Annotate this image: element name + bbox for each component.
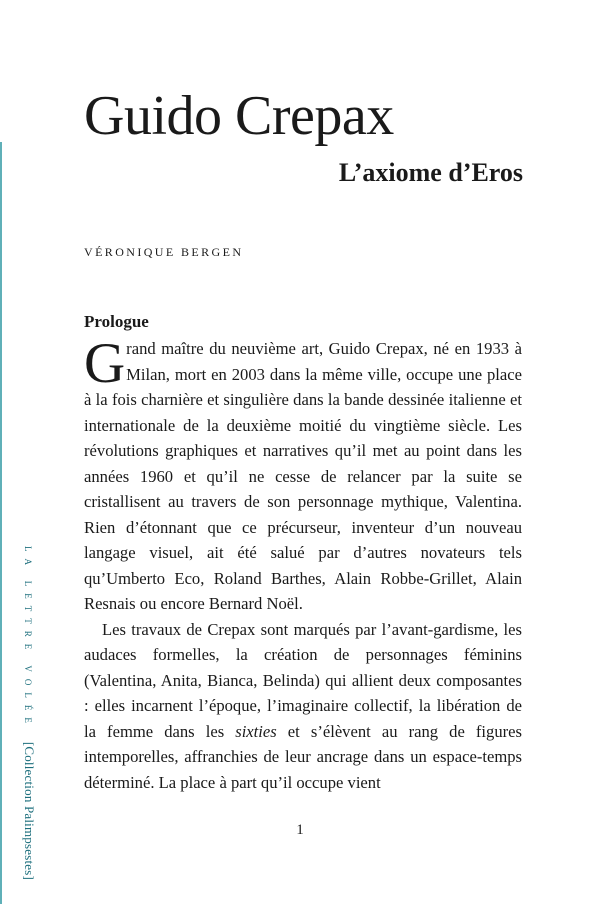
author-name: VÉRONIQUE BERGEN bbox=[84, 245, 244, 259]
paragraph-1-text: rand maître du neuvième art, Guido Crepax, né en 1933 à Milan, mort en 2003 dans la même ville, occupe une place à la fois charnière et singulière dans la bande dessinée italienne et internationale de la deuxième moitié du vingtième siècle. Les révolutions graphiques et narratives qu’il met au point dans les années 1960 et qu’il ne cesse de relancer par la suite se cristallisent au travers de son personnage mythique, Valentina. Rien d’étonnant que ce précurseur, inventeur d’un nouveau langage visuel, ait été salué par d’autres novateurs tels qu’Umberto Eco, Roland Barthes, Alain Robbe-Grillet, Alain Resnais ou encore Bernard Noël. bbox=[84, 339, 522, 613]
italic-term: sixties bbox=[235, 721, 277, 741]
page-number: 1 bbox=[296, 822, 304, 838]
book-title: Guido Crepax bbox=[84, 85, 394, 147]
paragraph-2-text-a: Les travaux de Crepax sont marqués par l’avant-gardisme, les audaces formelles, la création de personnages féminins (Valentina, Anita, Bianca, Belinda) qui allient deux composantes : elles incarnent l’époque, l’imaginaire collectif, la libération de la femme dans les bbox=[84, 619, 522, 741]
paragraph-2 bbox=[84, 617, 522, 796]
accent-rule bbox=[0, 142, 2, 904]
collection-name: [Collection Palimpsestes] bbox=[22, 741, 37, 881]
body-text bbox=[84, 332, 522, 795]
series-name: LA LETTRE VOLÉE bbox=[23, 546, 33, 730]
section-title: Prologue bbox=[84, 312, 149, 331]
paragraph-2-text-b: et s’élèvent au rang de figures intemporelles, affranchies de leur ancrage dans un espace-temps déterminé. La place à part qu’il occupe vient bbox=[84, 721, 522, 792]
paragraph-1 bbox=[84, 332, 522, 617]
book-subtitle: L’axiome d’Eros bbox=[338, 158, 523, 187]
drop-cap: G bbox=[84, 332, 126, 395]
